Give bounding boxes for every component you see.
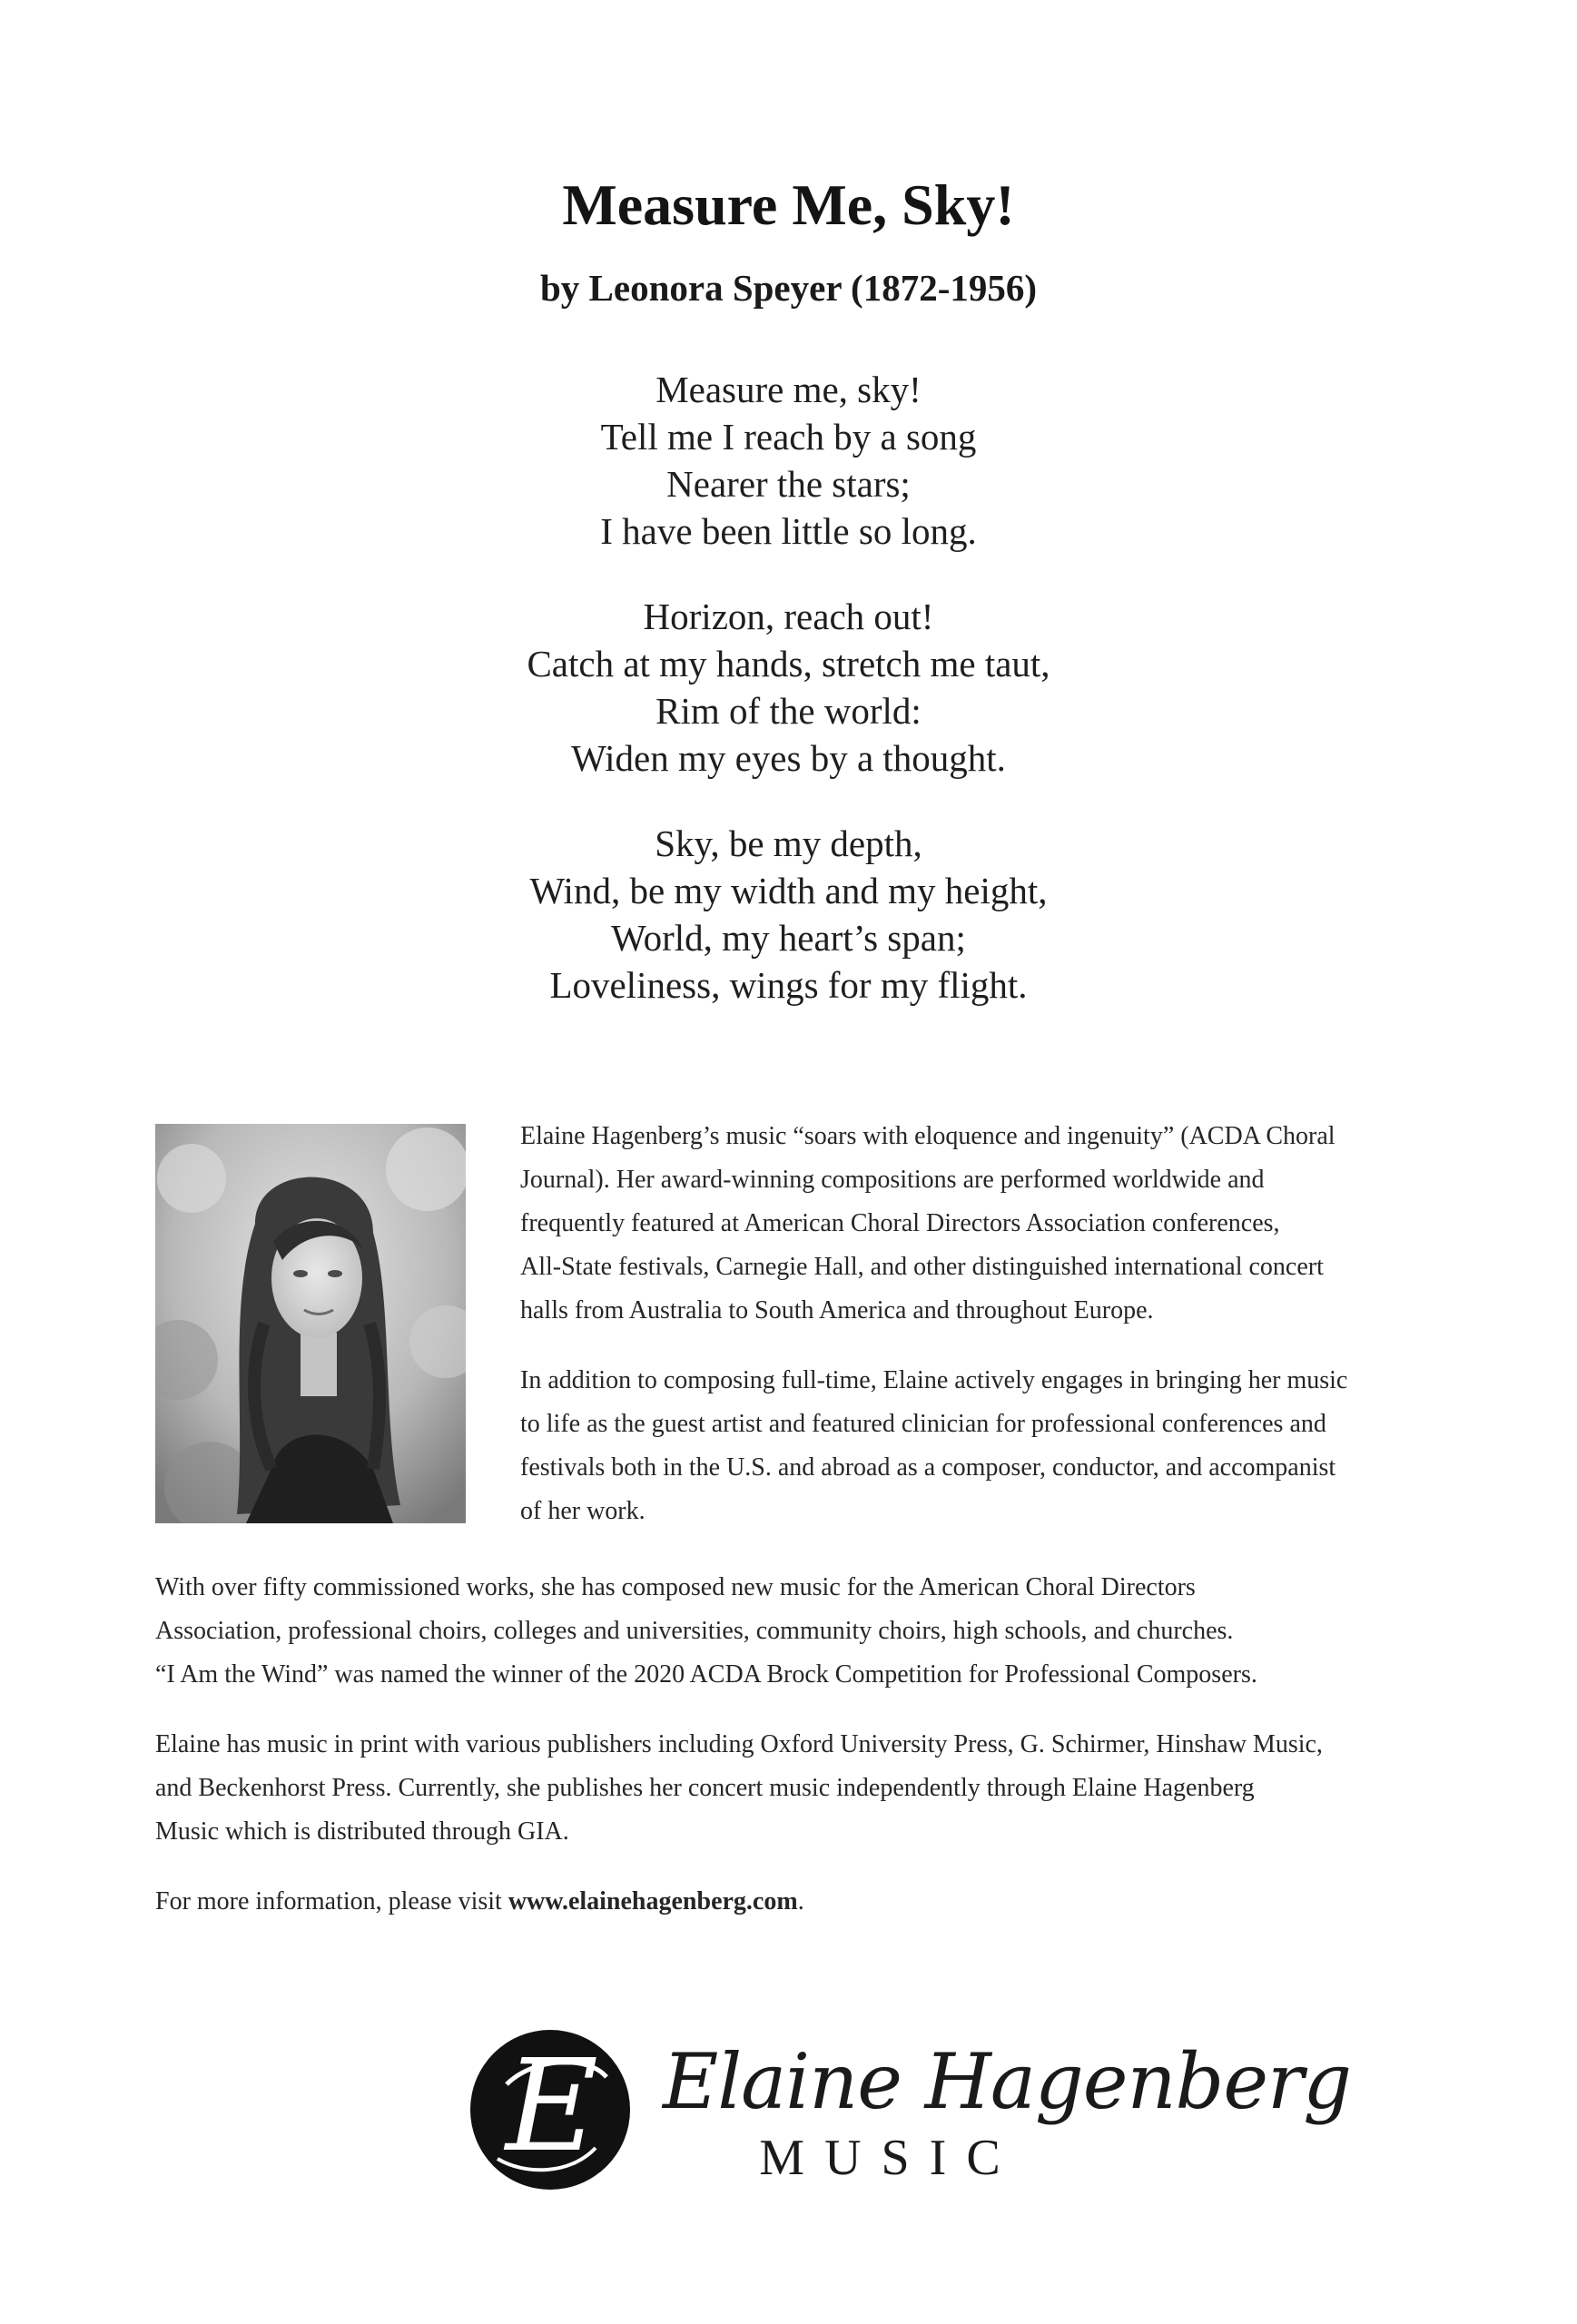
more-info [155, 1880, 1435, 1924]
poem-line: Tell me I reach by a song [600, 416, 977, 458]
bio-line: Elaine Hagenberg’s music “soars with eloquence and ingenuity” (ACDA Choral [520, 1122, 1336, 1150]
poem-stanza [0, 593, 1577, 782]
bio-line: All-State festivals, Carnegie Hall, and other distinguished international concert [520, 1253, 1324, 1281]
poem [0, 366, 1577, 1047]
poem-line: Loveliness, wings for my flight. [549, 964, 1028, 1006]
bio-line: “I Am the Wind” was named the winner of the 2020 ACDA Brock Competition for Professional Composers. [155, 1660, 1257, 1689]
more-info-text: For more information, please visit [155, 1887, 508, 1915]
bio-line: In addition to composing full-time, Elaine actively engages in bringing her music [520, 1366, 1348, 1394]
bio-bottom [155, 1566, 1435, 1950]
poem-stanza [0, 366, 1577, 555]
bio-paragraph [155, 1566, 1435, 1697]
poem-line: Wind, be my width and my height, [529, 870, 1048, 911]
logo-monogram [470, 2030, 630, 2190]
poem-line: Horizon, reach out! [643, 596, 934, 637]
poem-line: Sky, be my depth, [655, 822, 922, 864]
logo-monogram-letter: E [505, 2033, 599, 2181]
bio-line: frequently featured at American Choral Directors Association conferences, [520, 1209, 1280, 1237]
poem-stanza [0, 820, 1577, 1009]
page-title: Measure Me, Sky! [562, 172, 1015, 237]
bio-line: Association, professional choirs, colleges and universities, community choirs, high schools, and churches. [155, 1617, 1234, 1645]
bio-top [520, 1115, 1428, 1560]
bio-line: halls from Australia to South America and throughout Europe. [520, 1296, 1154, 1324]
poem-line: Catch at my hands, stretch me taut, [527, 643, 1050, 684]
poem-line: I have been little so long. [600, 510, 977, 552]
website-link[interactable]: www.elainehagenberg.com [508, 1887, 798, 1915]
bio-paragraph [520, 1359, 1428, 1533]
composer-portrait [155, 1124, 466, 1523]
bio-line: festivals both in the U.S. and abroad as a composer, conductor, and accompanist [520, 1453, 1336, 1482]
poem-line: Measure me, sky! [655, 369, 922, 410]
bio-line: to life as the guest artist and featured clinician for professional conferences and [520, 1410, 1326, 1438]
bio-line: of her work. [520, 1497, 646, 1525]
more-info-period: . [797, 1887, 804, 1915]
poem-line: Widen my eyes by a thought. [571, 737, 1006, 779]
poem-byline: by Leonora Speyer (1872-1956) [539, 267, 1037, 309]
bio-line: and Beckenhorst Press. Currently, she publishes her concert music independently through Elaine Hagenberg [155, 1774, 1255, 1802]
logo-word: MUSIC [759, 2130, 1020, 2186]
bio-line: Music which is distributed through GIA. [155, 1817, 569, 1846]
logo-script: Elaine Hagenberg [663, 2037, 1351, 2126]
bio-line: Elaine has music in print with various publishers including Oxford University Press, G. Schirmer, Hinshaw Music, [155, 1730, 1323, 1758]
bio-paragraph [520, 1115, 1428, 1333]
bio-line: With over fifty commissioned works, she has composed new music for the American Choral Directors [155, 1573, 1196, 1601]
poem-line: Nearer the stars; [666, 463, 911, 505]
poem-line: World, my heart’s span; [611, 917, 966, 959]
bio-line: Journal). Her award-winning compositions are performed worldwide and [520, 1166, 1265, 1194]
bio-paragraph [155, 1723, 1435, 1854]
poem-line: Rim of the world: [655, 690, 922, 732]
